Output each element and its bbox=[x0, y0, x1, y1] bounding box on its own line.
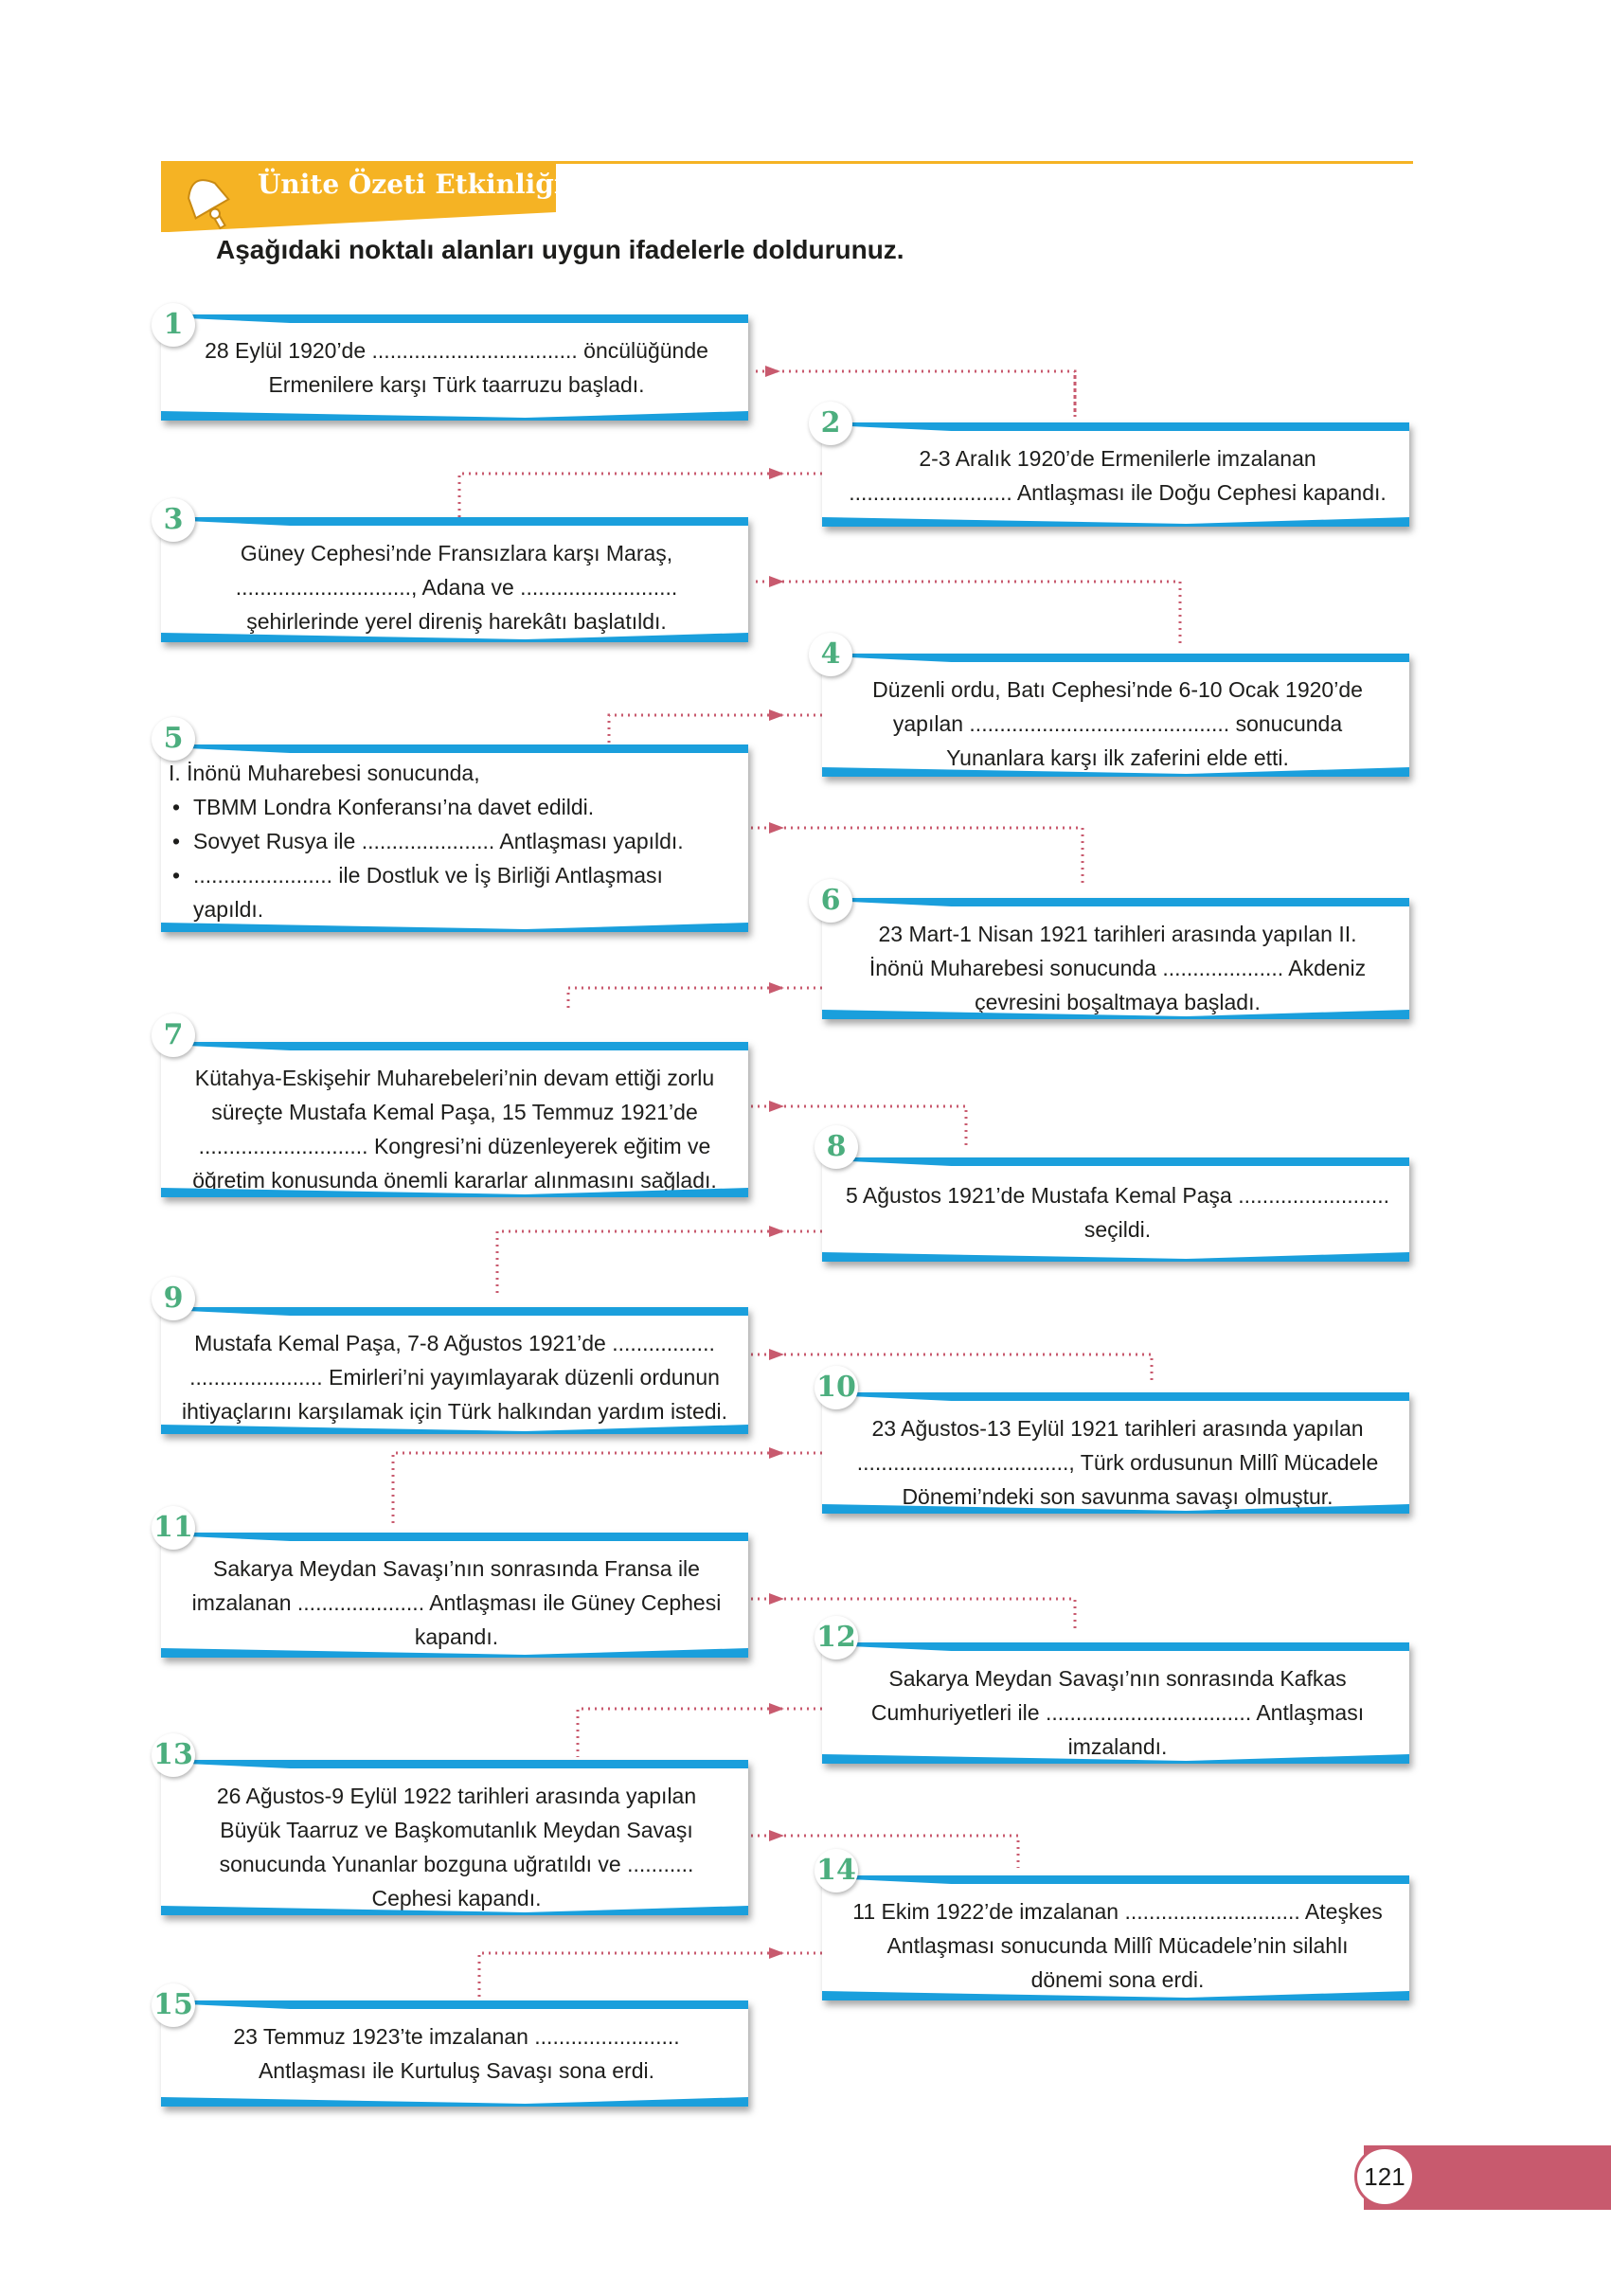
card-line: şehirlerinde yerel direniş harekâtı başlatıldı. bbox=[246, 609, 667, 634]
card-line: ...................... Emirleri’ni yayımlayarak düzenli ordunun bbox=[189, 1365, 720, 1390]
card-number: 5 bbox=[152, 717, 195, 761]
card-line: Mustafa Kemal Paşa, 7-8 Ağustos 1921’de ................. bbox=[194, 1331, 715, 1355]
summary-card-9 bbox=[161, 1307, 748, 1434]
card-line: çevresini boşaltmaya başladı. bbox=[975, 990, 1261, 1014]
summary-card-8 bbox=[822, 1157, 1409, 1262]
card-line: yapılan ........................................... sonucunda bbox=[892, 711, 1343, 736]
card-number: 7 bbox=[152, 1013, 195, 1057]
card-number: 2 bbox=[809, 402, 852, 445]
card-line: İnönü Muharebesi sonucunda .................... Akdeniz bbox=[868, 956, 1367, 980]
card-line: Güney Cephesi’nde Fransızlara karşı Maraş, bbox=[240, 541, 673, 565]
card-line: Sakarya Meydan Savaşı’nın sonrasında Kafkas bbox=[888, 1666, 1347, 1691]
card-line: 5 Ağustos 1921’de Mustafa Kemal Paşa ......................... bbox=[845, 1183, 1389, 1208]
summary-card-1 bbox=[161, 314, 748, 421]
bullet-item: • ....................... ile Dostluk ve İş Birliği Antlaşması yapıldı. bbox=[169, 858, 737, 926]
card-line: 28 Eylül 1920’de .................................. öncülüğünde bbox=[205, 338, 708, 363]
card-line: 2-3 Aralık 1920’de Ermenilerle imzalanan bbox=[919, 446, 1316, 471]
card-line: Cumhuriyetleri ile .................................. Antlaşması bbox=[870, 1700, 1365, 1725]
card-line: ........................... Antlaşması ile Doğu Cephesi kapandı. bbox=[849, 480, 1387, 505]
card-number: 15 bbox=[152, 1983, 195, 2027]
card-number: 3 bbox=[152, 498, 195, 542]
card-line: imzalandı. bbox=[1067, 1734, 1168, 1759]
card-line: Ermenilere karşı Türk taarruzu başladı. bbox=[268, 372, 645, 397]
instruction-text: Aşağıdaki noktalı alanları uygun ifadelerle doldurunuz. bbox=[216, 235, 904, 264]
summary-card-6 bbox=[822, 898, 1409, 1019]
card-number: 10 bbox=[814, 1366, 858, 1409]
summary-card-2 bbox=[822, 422, 1409, 527]
card-line: I. İnönü Muharebesi sonucunda, bbox=[169, 761, 480, 785]
summary-card-10 bbox=[822, 1392, 1409, 1514]
card-line: Dönemi’ndeki son savunma savaşı olmuştur. bbox=[902, 1484, 1334, 1509]
card-number: 14 bbox=[814, 1849, 858, 1892]
card-line: 23 Ağustos-13 Eylül 1921 tarihleri arasında yapılan bbox=[871, 1416, 1364, 1441]
summary-card-15 bbox=[161, 2000, 748, 2107]
card-line: dönemi sona erdi. bbox=[1030, 1967, 1205, 1992]
card-line: 26 Ağustos-9 Eylül 1922 tarihleri arasında yapılan bbox=[216, 1784, 697, 1808]
card-line: 11 Ekim 1922’de imzalanan ............................. Ateşkes bbox=[852, 1899, 1383, 1924]
summary-card-3 bbox=[161, 517, 748, 642]
card-line: 23 Mart-1 Nisan 1921 tarihleri arasında yapılan II. bbox=[878, 922, 1357, 946]
card-line: imzalanan ..................... Antlaşması ile Güney Cephesi bbox=[191, 1590, 722, 1615]
card-line: Kütahya-Eskişehir Muharebeleri’nin devam ettiği zorlu bbox=[194, 1066, 715, 1090]
summary-card-7 bbox=[161, 1042, 748, 1197]
card-number: 13 bbox=[152, 1733, 195, 1777]
summary-card-5 bbox=[161, 744, 748, 932]
card-line: ..................................., Türk ordusunun Millî Mücadele bbox=[856, 1450, 1379, 1475]
card-line: Düzenli ordu, Batı Cephesi’nde 6-10 Ocak 1920’de bbox=[872, 677, 1363, 702]
card-number: 9 bbox=[152, 1277, 195, 1320]
card-line: sonucunda Yunanlar bozguna uğratıldı ve ........... bbox=[219, 1852, 694, 1876]
card-line: Antlaşması ile Kurtuluş Savaşı sona erdi. bbox=[258, 2058, 655, 2083]
summary-card-11 bbox=[161, 1533, 748, 1658]
card-number: 12 bbox=[814, 1616, 858, 1659]
card-number: 1 bbox=[152, 303, 195, 347]
card-line: ............................., Adana ve .......................... bbox=[235, 575, 678, 600]
summary-card-4 bbox=[822, 654, 1409, 777]
card-line: Yunanlara karşı ilk zaferini elde etti. bbox=[946, 745, 1289, 770]
card-line: 23 Temmuz 1923’te imzalanan ........................ bbox=[233, 2024, 680, 2049]
card-line: Sakarya Meydan Savaşı’nın sonrasında Fransa ile bbox=[213, 1556, 700, 1581]
summary-card-13 bbox=[161, 1760, 748, 1915]
page-number: 121 bbox=[1354, 2146, 1415, 2207]
card-line: kapandı. bbox=[414, 1624, 499, 1649]
card-line: Büyük Taarruz ve Başkomutanlık Meydan Savaşı bbox=[220, 1818, 693, 1842]
summary-card-14 bbox=[822, 1875, 1409, 2000]
card-number: 4 bbox=[809, 633, 852, 676]
card-number: 6 bbox=[809, 879, 852, 923]
card-number: 8 bbox=[814, 1125, 858, 1169]
bullet-item: • TBMM Londra Konferansı’na davet edildi. bbox=[169, 790, 737, 824]
card-number: 11 bbox=[152, 1506, 195, 1550]
bullet-item: • Sovyet Rusya ile ...................... Antlaşması yapıldı. bbox=[169, 824, 737, 858]
card-text bbox=[176, 333, 737, 407]
banner-title: Ünite Özeti Etkinliği bbox=[258, 169, 564, 200]
card-line: öğretim konusunda önemli kararlar alınmasını sağladı. bbox=[192, 1168, 717, 1193]
summary-card-12 bbox=[822, 1642, 1409, 1764]
card-line: ihtiyaçlarını karşılamak için Türk halkından yardım istedi. bbox=[181, 1399, 728, 1424]
card-line: Antlaşması sonucunda Millî Mücadele’nin silahlı bbox=[886, 1933, 1349, 1958]
card-line: Cephesi kapandı. bbox=[371, 1886, 542, 1910]
card-line: seçildi. bbox=[1083, 1217, 1152, 1242]
card-line: ............................ Kongresi’ni düzenleyerek eğitim ve bbox=[198, 1134, 711, 1158]
card-line: süreçte Mustafa Kemal Paşa, 15 Temmuz 1921’de bbox=[211, 1100, 698, 1124]
